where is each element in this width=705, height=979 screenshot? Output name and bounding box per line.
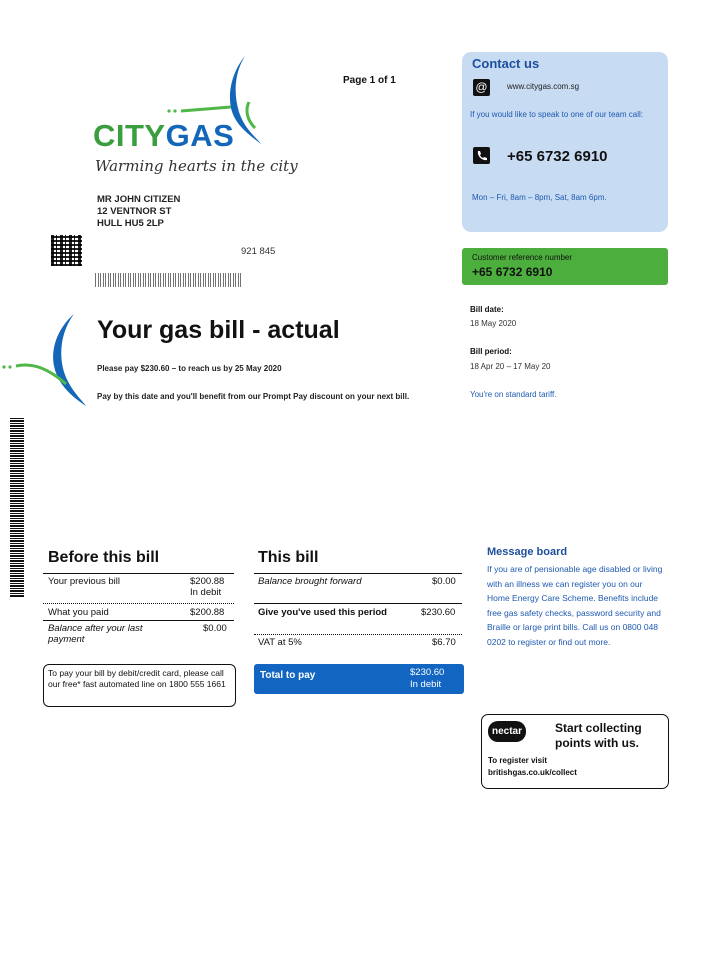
paid-amount: $200.88: [190, 607, 225, 618]
balance-after-amount: $0.00: [203, 623, 227, 634]
pay-by-card-note: To pay your bill by debit/credit card, please call our free* fast automated line on 1800 555 1661: [48, 668, 226, 689]
divider: [254, 573, 462, 574]
bill-period-value: 18 Apr 20 – 17 May 20: [470, 362, 551, 371]
customer-city: HULL HU5 2LP: [97, 218, 164, 229]
divider: [254, 603, 462, 604]
brought-forward-amount: $0.00: [432, 576, 456, 587]
side-barcode: [10, 418, 24, 598]
contact-hours: Mon – Fri, 8am – 8pm, Sat, 8am 6pm.: [472, 193, 607, 202]
vat-amount: $6.70: [432, 637, 456, 648]
customer-name: MR JOHN CITIZEN: [97, 194, 181, 205]
total-label: Total to pay: [260, 670, 316, 681]
citygas-flame-watermark: [0, 310, 92, 410]
vat-label: VAT at 5%: [258, 637, 302, 648]
nectar-logo: nectar: [488, 721, 526, 742]
reference-label: Customer reference number: [472, 253, 573, 262]
bill-title: Your gas bill - actual: [97, 316, 340, 344]
balance-after-label: Balance after your last payment: [48, 623, 143, 645]
total-note: In debit: [410, 679, 442, 690]
total-amount: $230.60: [410, 667, 445, 678]
tariff-note: You're on standard tariff.: [470, 390, 557, 399]
bill-date-value: 18 May 2020: [470, 319, 517, 328]
this-bill-title: This bill: [258, 549, 319, 566]
divider: [43, 620, 234, 621]
green-swoosh: [165, 103, 235, 117]
at-sign-icon: @: [473, 79, 490, 96]
prompt-pay-note: Pay by this date and you'll benefit from our Prompt Pay discount on your next bill.: [97, 392, 410, 401]
contact-website[interactable]: www.citygas.com.sg: [507, 82, 580, 91]
page-indicator: Page 1 of 1: [343, 75, 396, 86]
nectar-register-link[interactable]: britishgas.co.uk/collect: [488, 768, 577, 777]
message-board-title: Message board: [487, 546, 568, 558]
reference-value: +65 6732 6910: [472, 265, 553, 279]
qr-code: [51, 235, 82, 266]
contact-title: Contact us: [472, 56, 540, 71]
previous-bill-note: In debit: [190, 587, 222, 598]
divider: [43, 573, 234, 574]
divider: [43, 603, 234, 604]
customer-address: [97, 194, 180, 230]
contact-call-prompt: If you would like to speak to one of our team call:: [470, 110, 643, 119]
postal-barcode: [95, 273, 241, 287]
pay-by-line: Please pay $230.60 – to reach us by 25 May 2020: [97, 364, 282, 373]
previous-bill-amount: $200.88: [190, 576, 225, 587]
contact-phone[interactable]: +65 6732 6910: [507, 148, 608, 165]
bill-period-label: Bill period:: [470, 347, 512, 356]
brand-wordmark: [93, 118, 234, 154]
before-bill-title: Before this bill: [48, 549, 160, 566]
used-this-period-amount: $230.60: [421, 607, 456, 618]
nectar-headline: Start collecting points with us.: [555, 721, 642, 750]
nectar-register-label: To register visit: [488, 756, 547, 765]
customer-street: 12 VENTNOR ST: [97, 206, 172, 217]
brand-wordmark-gas: GAS: [165, 118, 235, 153]
phone-icon: [473, 147, 490, 164]
paid-label: What you paid: [48, 607, 109, 618]
contact-panel: [462, 52, 668, 232]
divider: [254, 634, 462, 635]
customer-code: 921 845: [241, 246, 276, 257]
brought-forward-label: Balance brought forward: [258, 576, 362, 587]
brand-wordmark-city: CITY: [93, 118, 166, 153]
message-board-body: If you are of pensionable age disabled or living with an illness we can register you on our Home Energy Care Scheme. Benefits include free gas safety checks, password security and Braille or large print bills. Call us on 0800 048 0202 to register or find out more.: [487, 564, 663, 647]
bill-date-label: Bill date:: [470, 305, 504, 314]
brand-tagline: Warming hearts in the city: [95, 157, 298, 175]
used-this-period-label: Give you've used this period: [258, 607, 387, 618]
previous-bill-label: Your previous bill: [48, 576, 120, 587]
